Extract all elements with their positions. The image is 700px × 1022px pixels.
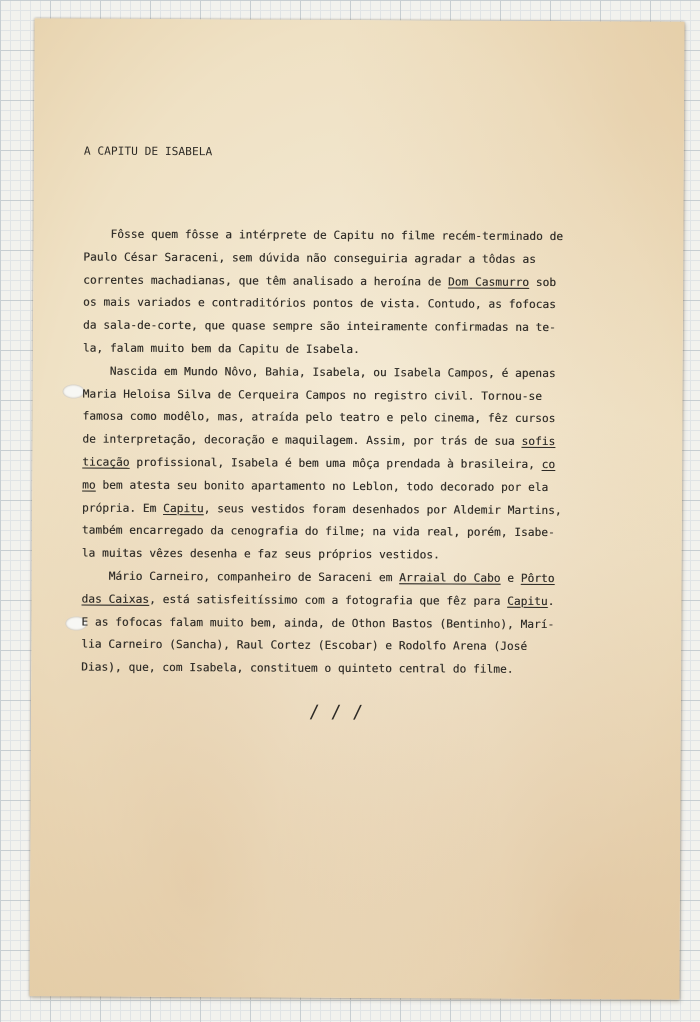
text-segment: própria. Em	[81, 501, 164, 515]
underlined-title: das Caixas	[81, 592, 150, 606]
text-segment: famosa como modêlo, mas, atraída pelo teatro e pelo cinema, fêz cursos	[82, 409, 556, 426]
text-segment: , seus vestidos foram desenhados por Aldemir Martins,	[203, 501, 562, 517]
paragraph	[81, 565, 642, 682]
text-segment: Maria Heloisa Silva de Cerqueira Campos no registro civil. Tornou-se	[82, 387, 543, 403]
text-line	[83, 292, 643, 318]
text-line	[82, 406, 642, 432]
text-line	[83, 315, 643, 341]
text-segment: lia Carneiro (Sancha), Raul Cortez (Escobar) e Rodolfo Arena (José	[81, 637, 528, 654]
underlined-title: Pôrto	[520, 571, 555, 585]
text-segment: Paulo César Saraceni, sem dúvida não conseguiria agradar a tôdas as	[83, 250, 536, 266]
typewritten-page	[29, 18, 684, 999]
underlined-title: ticação	[82, 455, 130, 469]
text-segment: correntes machadianas, que têm analisado a heroína de	[83, 273, 449, 289]
paragraph	[83, 224, 644, 364]
text-line	[81, 657, 641, 683]
text-line	[81, 634, 641, 660]
underlined-title: Arraial do Cabo	[399, 571, 501, 585]
text-line	[83, 224, 643, 250]
end-marks: / / /	[308, 701, 364, 724]
text-line	[82, 452, 642, 478]
text-segment: sob	[529, 275, 557, 289]
text-line	[83, 269, 643, 295]
text-segment: .	[547, 594, 555, 608]
underlined-title: Dom Casmurro	[447, 275, 530, 289]
text-segment: Mário Carneiro, companheiro de Saraceni em	[81, 569, 400, 585]
underlined-title: sofis	[521, 435, 556, 449]
text-segment: de interpretação, decoração e maquilagem. Assim, por trás de sua	[82, 432, 522, 449]
text-segment: da sala-de-corte, que quase sempre são inteiramente confirmadas na te-	[82, 318, 556, 335]
typed-text-block	[81, 95, 644, 728]
text-line	[82, 543, 642, 569]
underlined-title: co	[541, 457, 556, 471]
text-line	[82, 497, 642, 523]
text-line	[82, 520, 642, 546]
punch-hole	[63, 384, 85, 398]
text-line	[82, 474, 642, 500]
paragraph	[82, 360, 643, 568]
text-segment: , está satisfeitíssimo com a fotografia que fêz para	[149, 592, 508, 608]
text-segment: Fôsse quem fôsse a intérprete de Capitu no filme recém-terminado de	[83, 227, 564, 244]
text-segment: os mais variados e contraditórios pontos de vista. Contudo, as fofocas	[83, 295, 556, 312]
underlined-title: Capitu	[163, 501, 204, 515]
text-segment: bem atesta seu bonito apartamento no Leblon, todo decorado por ela	[95, 478, 549, 494]
text-segment: la, falam muito bem da Capitu de Isabela.	[82, 341, 360, 356]
text-line	[82, 429, 642, 455]
text-line	[81, 611, 641, 637]
text-line	[83, 338, 643, 364]
text-segment: la muitas vêzes desenha e faz seus próprios vestidos.	[81, 546, 440, 562]
text-segment: Dias), que, com Isabela, constituem o quinteto central do filme.	[81, 660, 514, 676]
text-segment: e	[500, 571, 521, 585]
underlined-title: Capitu	[507, 594, 548, 608]
text-line	[83, 246, 643, 272]
text-segment: E as fofocas falam muito bem, ainda, de Othon Bastos (Bentinho), Marí-	[81, 615, 555, 631]
text-line	[82, 565, 642, 591]
document-title: A CAPITU DE ISABELA	[83, 144, 213, 158]
text-line	[81, 588, 641, 614]
text-segment: Nascida em Mundo Nôvo, Bahia, Isabela, ou Isabela Campos, é apenas	[82, 364, 556, 380]
body-paragraphs	[81, 224, 643, 683]
text-line	[83, 360, 643, 386]
text-segment: profissional, Isabela é bem uma môça prendada à brasileira,	[129, 455, 542, 471]
text-line	[83, 383, 643, 409]
underlined-title: mo	[82, 478, 96, 492]
text-segment: também encarregado da cenografia do filme; na vida real, porém, Isabe-	[81, 523, 555, 540]
